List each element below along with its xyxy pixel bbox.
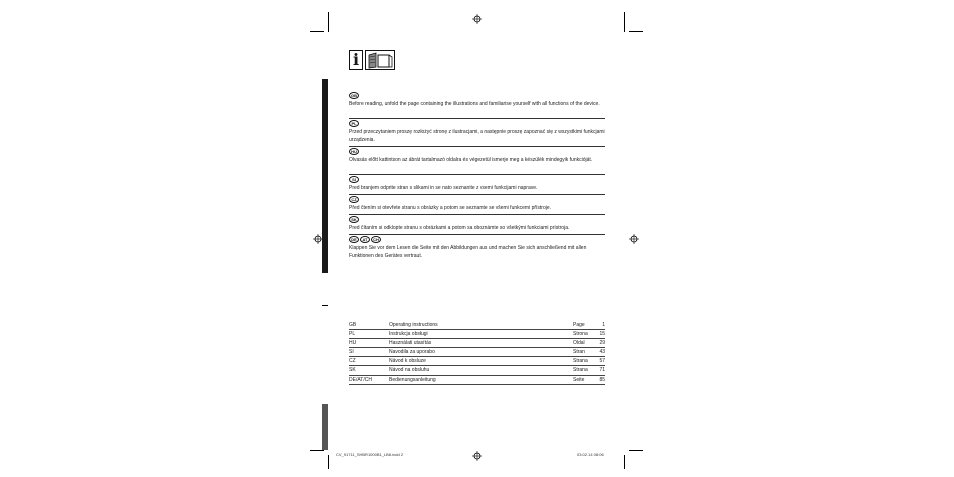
section-de-at-ch bbox=[349, 236, 605, 261]
crop-mark bbox=[624, 12, 625, 32]
toc-row bbox=[349, 330, 605, 339]
crop-mark bbox=[629, 31, 643, 32]
language-flags bbox=[349, 92, 605, 99]
info-icon: i bbox=[349, 50, 363, 70]
toc-page-number: 71 bbox=[599, 367, 605, 374]
toc-page-number: 1 bbox=[602, 322, 605, 328]
flag-badge: GB bbox=[351, 93, 357, 98]
language-flags bbox=[349, 148, 605, 155]
language-flags bbox=[349, 196, 605, 203]
toc-title: Navodila za uporabo bbox=[389, 349, 435, 356]
toc-language-code: GB bbox=[349, 322, 357, 328]
crop-mark bbox=[328, 455, 329, 469]
toc-page-label: Strana bbox=[573, 358, 588, 365]
flag-badge: CH bbox=[371, 236, 381, 243]
registration-mark-icon bbox=[472, 451, 482, 461]
toc-language-code: HU bbox=[349, 340, 357, 347]
section-sk bbox=[349, 216, 605, 232]
section-text: Olvasás előtt kattintson az ábrát tartalmazó oldalra és végezetül ismerje meg a készülék mindegyik funkcióját. bbox=[349, 157, 593, 163]
toc-language-code: SI bbox=[349, 349, 354, 356]
toc-title: Bedienungsanleitung bbox=[389, 376, 436, 383]
toc-language-code: PL bbox=[349, 331, 356, 338]
toc-page-number: 57 bbox=[599, 358, 605, 365]
toc-title: Operating instructions bbox=[389, 322, 438, 328]
toc-page-label: Oldal bbox=[573, 340, 585, 347]
toc-page-label: Stran bbox=[573, 349, 585, 356]
language-flags bbox=[349, 176, 605, 183]
toc-page-number: 43 bbox=[599, 349, 605, 356]
crop-mark bbox=[328, 12, 329, 32]
section-cz bbox=[349, 196, 605, 212]
manual-book-icon bbox=[365, 50, 395, 70]
toc-title: Használati utasítás bbox=[389, 340, 432, 347]
section-text: Pred branjem odprite stran s slikami in se nato seznanite z vsemi funkcijami naprave. bbox=[349, 185, 538, 191]
divider bbox=[349, 146, 605, 147]
section-pl bbox=[349, 120, 605, 145]
section-hu bbox=[349, 148, 605, 164]
toc-page-label: Seite bbox=[573, 376, 585, 383]
toc-row bbox=[349, 357, 605, 366]
registration-mark-icon bbox=[629, 234, 639, 244]
section-text: Před čtením si otevřete stranu s obrázky a potom se seznamte se všemi funkcemi přístroje. bbox=[349, 205, 552, 211]
toc-page-label: Strana bbox=[573, 367, 588, 374]
footer-file-name: CV_91711_SHBR1000B1_LB6.indd 2 bbox=[336, 452, 404, 457]
crop-mark bbox=[624, 455, 625, 469]
divider bbox=[349, 118, 605, 119]
divider bbox=[349, 234, 605, 235]
section-si bbox=[349, 176, 605, 192]
toc-language-code: CZ bbox=[349, 358, 356, 365]
divider bbox=[349, 174, 605, 175]
section-text: Pred čítaním si odklopte stranu s obrázkami a potom sa oboznámte so všetkými funkciami prístroja. bbox=[349, 225, 570, 231]
toc-page-number: 15 bbox=[599, 331, 605, 338]
crop-mark bbox=[310, 31, 324, 32]
divider bbox=[349, 194, 605, 195]
language-flags bbox=[349, 120, 605, 127]
flag-badge: PL bbox=[349, 120, 359, 127]
toc-row bbox=[349, 366, 605, 375]
flag-badge: CZ bbox=[349, 196, 359, 203]
section-text: Klappen Sie vor dem Lesen die Seite mit den Abbildungen aus und machen Sie sich anschließend mit allen Funktionen des Gerätes vertraut. bbox=[349, 245, 587, 260]
language-flags bbox=[349, 216, 605, 223]
side-bar-bottom bbox=[322, 404, 328, 450]
flag-badge: SK bbox=[349, 216, 359, 223]
toc-page-number: 29 bbox=[599, 340, 605, 347]
flag-badge: AT bbox=[360, 236, 370, 243]
toc-title: Návod na obsluhu bbox=[389, 367, 430, 374]
section-gb bbox=[349, 92, 605, 108]
crop-mark bbox=[310, 450, 324, 451]
section-text: Before reading, unfold the page containing the illustrations and familiarise yourself with all functions of the device. bbox=[349, 101, 600, 107]
side-bar-top bbox=[322, 79, 328, 273]
toc-row bbox=[349, 376, 605, 385]
table-of-contents bbox=[349, 321, 605, 385]
toc-title: Instrukcja obsługi bbox=[389, 331, 428, 338]
section-text: Przed przeczytaniem proszę rozłożyć stronę z ilustracjami, a następnie proszę zapoznać się z wszystkimi funkcjami urządzenia. bbox=[349, 129, 605, 144]
language-flags bbox=[349, 236, 605, 243]
toc-page-label: Page bbox=[573, 322, 585, 328]
toc-row bbox=[349, 348, 605, 357]
flag-badge: DE bbox=[349, 236, 359, 243]
toc-page-number: 85 bbox=[599, 376, 605, 383]
flag-badge: SI bbox=[349, 176, 359, 183]
crop-mark bbox=[322, 305, 328, 306]
flag-badge: HU bbox=[349, 148, 359, 155]
footer-timestamp: 03.02.14 08:06 bbox=[577, 452, 604, 457]
toc-title: Návod k obsluze bbox=[389, 358, 426, 365]
divider bbox=[349, 214, 605, 215]
toc-page-label: Strona bbox=[573, 331, 588, 338]
crop-mark bbox=[629, 450, 643, 451]
registration-mark-icon bbox=[472, 14, 482, 24]
toc-row bbox=[349, 339, 605, 348]
toc-row bbox=[349, 321, 605, 330]
toc-language-code: SK bbox=[349, 367, 356, 374]
toc-language-code: DE/AT/CH bbox=[349, 376, 372, 383]
